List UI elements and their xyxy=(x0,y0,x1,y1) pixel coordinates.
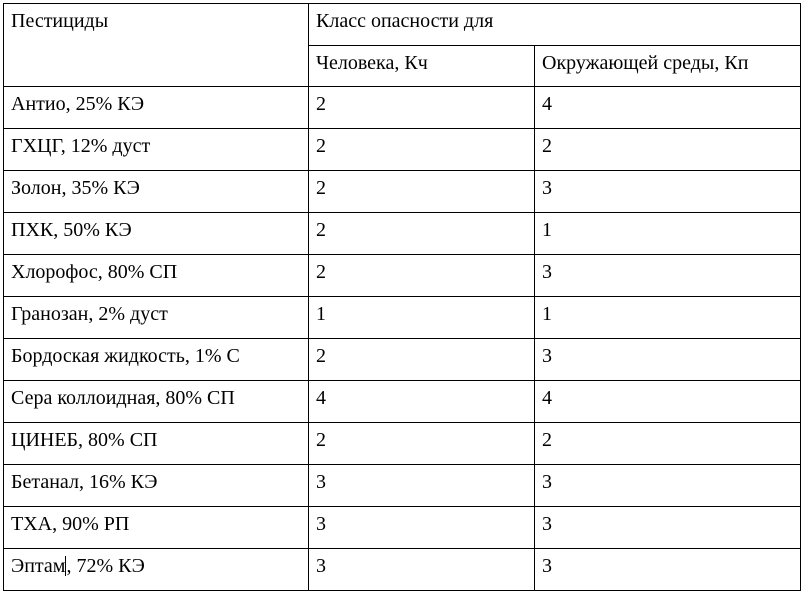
header-human[interactable]: Человека, Кч xyxy=(309,46,535,87)
cell-human-class[interactable]: 2 xyxy=(309,339,535,381)
cell-human-class[interactable]: 2 xyxy=(309,171,535,213)
cell-human-class[interactable]: 2 xyxy=(309,423,535,465)
cell-text-after-cursor: , 72% КЭ xyxy=(66,555,145,577)
cell-pesticide[interactable]: Бетанал, 16% КЭ xyxy=(4,465,309,507)
cell-pesticide[interactable]: ГХЦГ, 12% дуст xyxy=(4,129,309,171)
table-row xyxy=(4,171,801,213)
table-row xyxy=(4,129,801,171)
cell-pesticide[interactable]: Сера коллоидная, 80% СП xyxy=(4,381,309,423)
cell-pesticide[interactable]: Бордоская жидкость, 1% С xyxy=(4,339,309,381)
cell-pesticide[interactable]: Гранозан, 2% дуст xyxy=(4,297,309,339)
table-row xyxy=(4,213,801,255)
cell-environment-class[interactable]: 3 xyxy=(535,255,801,297)
table-header-row xyxy=(4,4,801,46)
cell-human-class[interactable]: 1 xyxy=(309,297,535,339)
cell-pesticide[interactable]: ПХК, 50% КЭ xyxy=(4,213,309,255)
table-row xyxy=(4,255,801,297)
cell-human-class[interactable]: 3 xyxy=(309,465,535,507)
cell-pesticide[interactable]: ЦИНЕБ, 80% СП xyxy=(4,423,309,465)
cell-environment-class[interactable]: 3 xyxy=(535,465,801,507)
cell-environment-class[interactable]: 3 xyxy=(535,507,801,549)
header-hazard-class[interactable]: Класс опасности для xyxy=(309,4,801,46)
cell-environment-class[interactable]: 4 xyxy=(535,381,801,423)
header-pesticides[interactable]: Пестициды xyxy=(4,4,309,87)
cell-pesticide[interactable] xyxy=(4,549,309,591)
cell-human-class[interactable]: 3 xyxy=(309,549,535,591)
cell-pesticide[interactable]: Хлорофос, 80% СП xyxy=(4,255,309,297)
cell-environment-class[interactable]: 2 xyxy=(535,423,801,465)
cell-environment-class[interactable]: 2 xyxy=(535,129,801,171)
table-row xyxy=(4,381,801,423)
cell-human-class[interactable]: 4 xyxy=(309,381,535,423)
cell-pesticide[interactable]: Золон, 35% КЭ xyxy=(4,171,309,213)
cell-environment-class[interactable]: 3 xyxy=(535,171,801,213)
table-row xyxy=(4,465,801,507)
table-row xyxy=(4,87,801,129)
cell-human-class[interactable]: 3 xyxy=(309,507,535,549)
table-row xyxy=(4,507,801,549)
table-row xyxy=(4,423,801,465)
pesticide-hazard-table xyxy=(3,3,801,591)
cell-environment-class[interactable]: 3 xyxy=(535,549,801,591)
cell-environment-class[interactable]: 4 xyxy=(535,87,801,129)
table-row xyxy=(4,297,801,339)
cell-environment-class[interactable]: 1 xyxy=(535,213,801,255)
table-row xyxy=(4,549,801,591)
cell-human-class[interactable]: 2 xyxy=(309,213,535,255)
cell-human-class[interactable]: 2 xyxy=(309,129,535,171)
cell-human-class[interactable]: 2 xyxy=(309,255,535,297)
cell-text-before-cursor: Эптам xyxy=(11,555,66,577)
cell-environment-class[interactable]: 1 xyxy=(535,297,801,339)
table-row xyxy=(4,339,801,381)
header-environment[interactable]: Окружающей среды, Кп xyxy=(535,46,801,87)
cell-pesticide[interactable]: ТХА, 90% РП xyxy=(4,507,309,549)
cell-environment-class[interactable]: 3 xyxy=(535,339,801,381)
cell-human-class[interactable]: 2 xyxy=(309,87,535,129)
cell-pesticide[interactable]: Антио, 25% КЭ xyxy=(4,87,309,129)
